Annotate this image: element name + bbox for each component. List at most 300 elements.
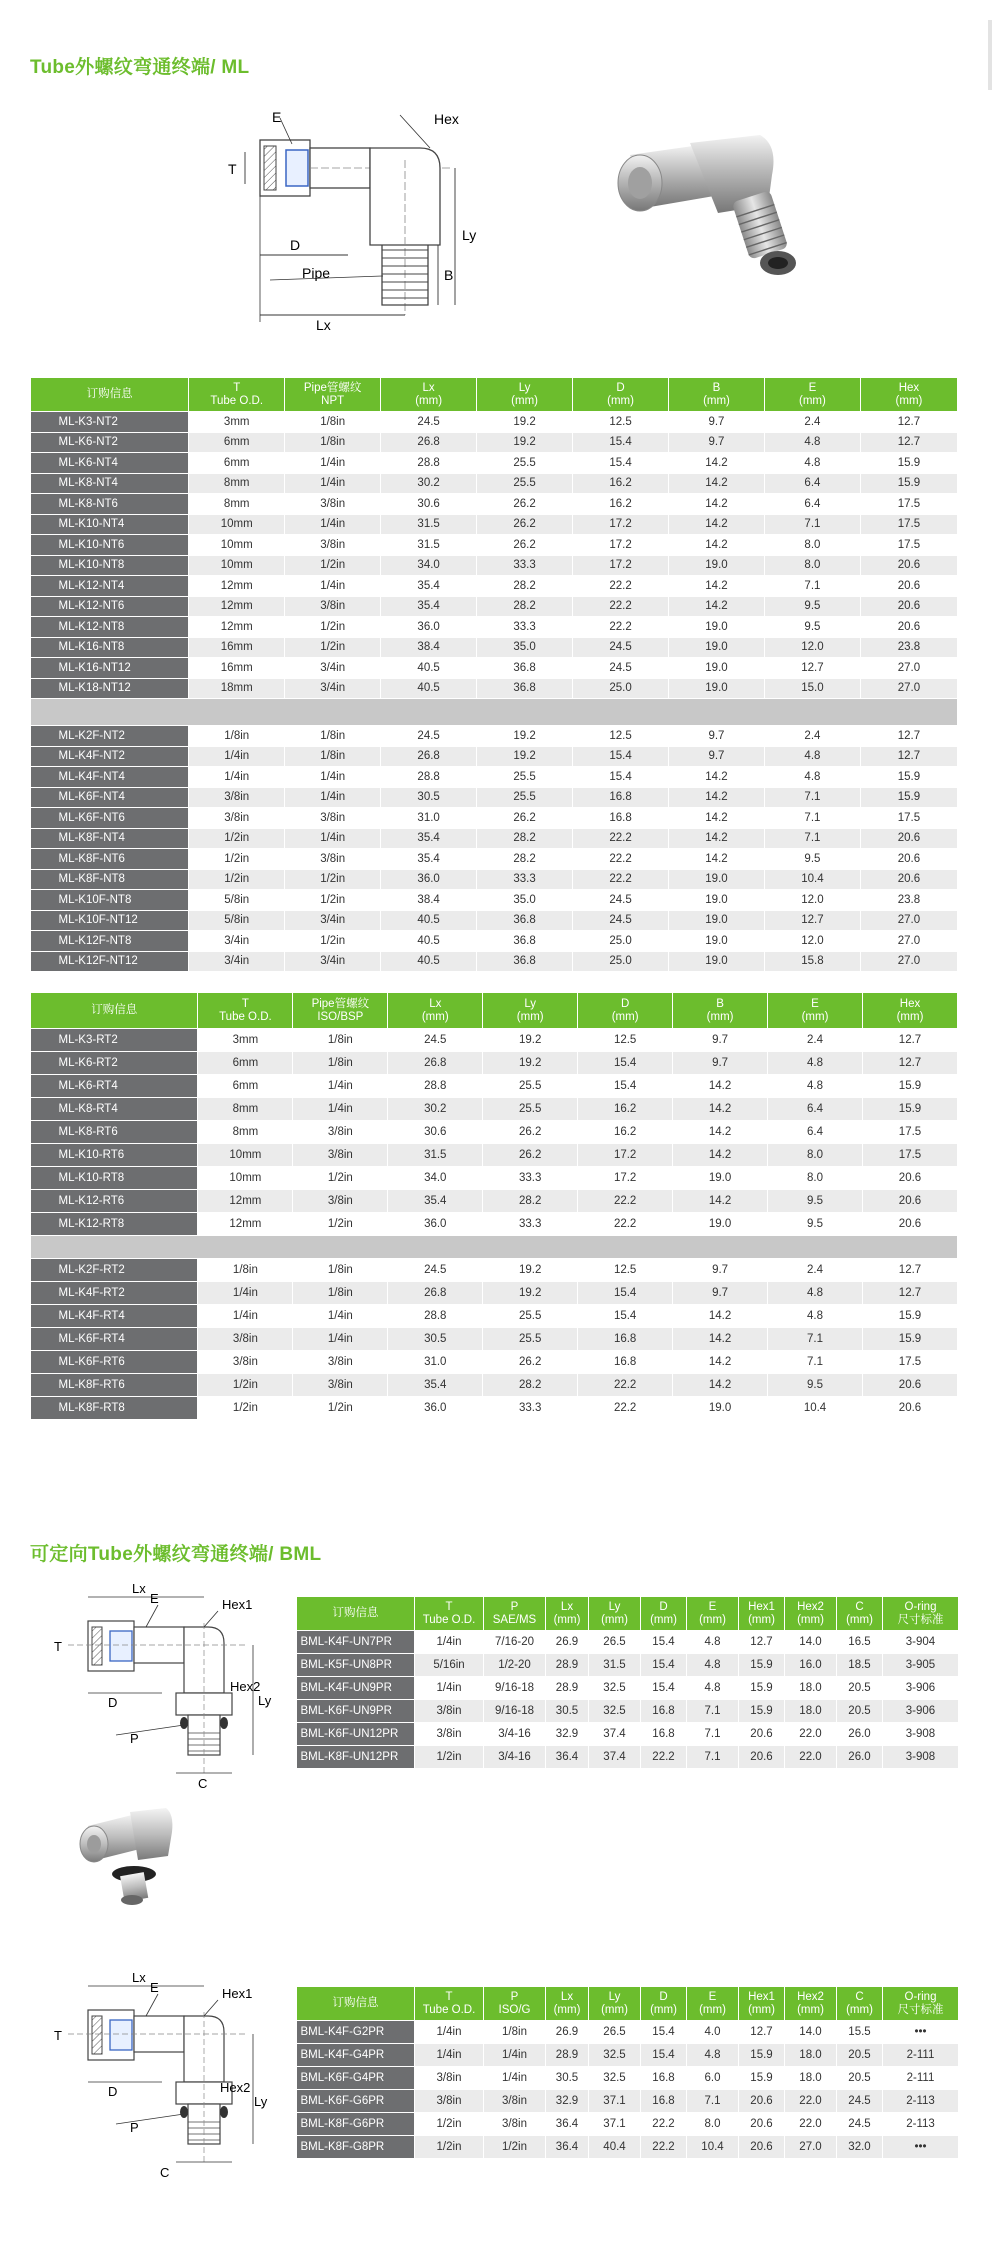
spec-cell: 15.9 <box>862 1328 957 1351</box>
column-header-unit: (mm) <box>895 394 923 407</box>
spec-cell: 37.4 <box>589 1723 641 1746</box>
spec-cell: 17.5 <box>860 514 957 535</box>
spec-cell: 3/8in <box>198 1328 293 1351</box>
bml1-label-t: T <box>54 1639 62 1654</box>
spec-cell: 1/4in <box>415 1631 484 1654</box>
spec-cell: 19.0 <box>673 1397 768 1420</box>
table-row <box>31 1305 958 1328</box>
spec-cell: 28.8 <box>388 1305 483 1328</box>
column-header-title: Ly <box>608 1990 621 2003</box>
label-t: T <box>228 161 237 177</box>
spec-cell: 16.8 <box>641 1723 687 1746</box>
table-row <box>31 1328 958 1351</box>
spec-cell: 15.9 <box>739 1654 785 1677</box>
bml2-label-lx: Lx <box>132 1972 146 1985</box>
spec-cell: 14.2 <box>669 514 765 535</box>
table-row <box>31 1144 958 1167</box>
spec-cell: 16.8 <box>578 1351 673 1374</box>
table-row <box>31 910 958 931</box>
column-header <box>883 1597 959 1631</box>
spec-cell: 2-113 <box>883 2113 959 2136</box>
spec-cell: 20.6 <box>860 849 957 870</box>
spec-cell: 15.4 <box>578 1282 673 1305</box>
spec-cell: 24.5 <box>573 658 669 679</box>
spec-cell: 30.2 <box>381 473 477 494</box>
spec-cell: 7.1 <box>764 828 860 849</box>
group-separator <box>31 699 958 726</box>
column-header-unit: (mm) <box>699 1613 726 1626</box>
spec-cell: 27.0 <box>860 951 957 972</box>
part-number-cell: ML-K4F-NT2 <box>31 746 189 767</box>
column-header-title: D <box>616 381 625 394</box>
column-header-unit: ISO/BSP <box>317 1010 364 1023</box>
bml2-label-hex1: Hex1 <box>222 1986 253 2001</box>
column-header-title: T <box>241 997 249 1010</box>
column-header-unit: Tube O.D. <box>219 1010 272 1023</box>
spec-cell: 1/4in <box>198 1282 293 1305</box>
spec-cell: 1/4in <box>293 1098 388 1121</box>
column-header <box>189 378 285 412</box>
spec-cell: 14.2 <box>669 849 765 870</box>
spec-cell: 12.7 <box>862 1259 957 1282</box>
part-number-cell: ML-K2F-NT2 <box>31 726 189 747</box>
column-header-title: Pipe管螺纹 <box>303 381 362 394</box>
spec-cell: 19.0 <box>669 910 765 931</box>
spec-cell: 19.0 <box>673 1167 768 1190</box>
spec-cell: 16.8 <box>641 2067 687 2090</box>
spec-cell: 31.5 <box>381 535 477 556</box>
spec-cell: 20.6 <box>862 1213 957 1236</box>
spec-cell: 7.1 <box>764 787 860 808</box>
column-header-title: P <box>510 1600 519 1613</box>
table-row <box>31 1374 958 1397</box>
spec-cell: 37.1 <box>589 2090 641 2113</box>
spec-cell: 1/8in <box>285 746 381 767</box>
spec-cell: 40.5 <box>381 910 477 931</box>
table-un-header <box>297 1597 959 1631</box>
spec-cell: 20.5 <box>837 2067 883 2090</box>
spec-cell: 22.2 <box>578 1190 673 1213</box>
spec-cell: 19.0 <box>669 637 765 658</box>
spec-cell: 36.4 <box>546 2113 589 2136</box>
part-number-cell: ML-K12F-NT12 <box>31 951 189 972</box>
spec-cell: 25.0 <box>573 951 669 972</box>
spec-cell: 8.0 <box>764 555 860 576</box>
spec-cell: 20.6 <box>860 555 957 576</box>
spec-cell: 3/8in <box>198 1351 293 1374</box>
spec-cell: 1/4in <box>285 453 381 474</box>
spec-cell: 22.2 <box>573 617 669 638</box>
column-header-unit: (mm) <box>699 2003 726 2016</box>
column-header <box>641 1597 687 1631</box>
spec-cell: 4.8 <box>768 1075 863 1098</box>
spec-cell: 1/4in <box>293 1075 388 1098</box>
column-header <box>285 378 381 412</box>
spec-cell: 9.7 <box>673 1029 768 1052</box>
spec-cell: 19.2 <box>477 432 573 453</box>
table-row <box>31 849 958 870</box>
spec-cell: 15.4 <box>578 1305 673 1328</box>
column-header-unit: 尺寸标准 <box>897 1613 944 1626</box>
spec-cell: 20.5 <box>837 2044 883 2067</box>
column-header <box>381 378 477 412</box>
table-row <box>297 2044 959 2067</box>
spec-cell: 25.0 <box>573 931 669 952</box>
spec-cell: 36.4 <box>546 2136 589 2159</box>
spec-cell: 22.2 <box>573 869 669 890</box>
spec-cell: 1/8in <box>285 432 381 453</box>
table-row <box>31 453 958 474</box>
part-number-cell: ML-K6-RT2 <box>31 1052 198 1075</box>
column-header-unit: Tube O.D. <box>422 2003 476 2016</box>
spec-cell: 5/8in <box>189 910 285 931</box>
spec-cell: 12.0 <box>764 637 860 658</box>
spec-cell: 20.6 <box>739 2113 785 2136</box>
spec-cell: 3/8in <box>415 2067 484 2090</box>
column-header <box>589 1987 641 2021</box>
spec-cell: 20.6 <box>860 828 957 849</box>
spec-cell: 1/2in <box>285 555 381 576</box>
part-number-cell: BML-K4F-G4PR <box>297 2044 415 2067</box>
spec-cell: 14.2 <box>669 535 765 556</box>
column-header-title: Ly <box>608 1600 621 1613</box>
spec-cell: 26.0 <box>837 1723 883 1746</box>
column-header <box>484 1987 546 2021</box>
spec-cell: 14.2 <box>673 1075 768 1098</box>
spec-cell: 20.6 <box>739 2136 785 2159</box>
column-header <box>31 378 189 412</box>
column-header-unit: (mm) <box>553 1613 581 1626</box>
spec-cell: 1/4in <box>484 2044 546 2067</box>
spec-cell: 17.5 <box>860 808 957 829</box>
spec-cell: 10mm <box>198 1144 293 1167</box>
spec-cell: 12.7 <box>764 658 860 679</box>
spec-cell: 14.2 <box>669 473 765 494</box>
spec-cell: 37.1 <box>589 2113 641 2136</box>
spec-cell: 16.5 <box>837 1631 883 1654</box>
spec-cell: 1/8in <box>285 726 381 747</box>
part-number-cell: ML-K8-NT6 <box>31 494 189 515</box>
spec-cell: 22.2 <box>578 1213 673 1236</box>
spec-cell: 28.9 <box>546 2044 589 2067</box>
spec-cell: 4.8 <box>768 1052 863 1075</box>
spec-cell: 2-113 <box>883 2090 959 2113</box>
spec-cell: 23.8 <box>860 637 957 658</box>
label-b: B <box>444 267 454 283</box>
spec-cell: 30.6 <box>381 494 477 515</box>
spec-cell: 9.7 <box>669 412 765 433</box>
spec-cell: 14.2 <box>673 1374 768 1397</box>
spec-cell: 35.4 <box>381 576 477 597</box>
spec-cell: 16.0 <box>785 1654 837 1677</box>
label-ly: Ly <box>462 227 477 243</box>
spec-cell: 15.9 <box>860 473 957 494</box>
spec-cell: ••• <box>883 2021 959 2044</box>
spec-cell: 16.2 <box>578 1121 673 1144</box>
bml-product-photo <box>70 1800 190 1910</box>
spec-cell: 28.9 <box>546 1677 589 1700</box>
spec-cell: 24.5 <box>573 637 669 658</box>
spec-cell: 9.5 <box>768 1190 863 1213</box>
spec-cell: 14.2 <box>669 808 765 829</box>
part-number-cell: ML-K3-RT2 <box>31 1029 198 1052</box>
spec-cell: 24.5 <box>573 910 669 931</box>
column-header-title: T <box>445 1600 453 1613</box>
label-e: E <box>272 109 282 125</box>
spec-cell: 3-904 <box>883 1631 959 1654</box>
spec-cell: 34.0 <box>381 555 477 576</box>
spec-cell: 28.2 <box>477 828 573 849</box>
spec-cell: 12.0 <box>764 931 860 952</box>
spec-cell: 1/8in <box>484 2021 546 2044</box>
spec-cell: 12.7 <box>860 432 957 453</box>
ml-product-photo <box>590 135 830 295</box>
part-number-cell: ML-K4F-RT4 <box>31 1305 198 1328</box>
scroll-indicator <box>988 20 992 90</box>
spec-cell: 20.6 <box>862 1167 957 1190</box>
table-row <box>31 1098 958 1121</box>
spec-cell: 4.8 <box>768 1305 863 1328</box>
column-header-title: Pipe管螺纹 <box>311 997 370 1010</box>
spec-cell: 3/4in <box>285 910 381 931</box>
spec-cell: 3/8in <box>293 1144 388 1167</box>
spec-cell: 14.2 <box>669 828 765 849</box>
spec-cell: 24.5 <box>837 2090 883 2113</box>
column-header <box>293 993 388 1029</box>
spec-cell: 15.4 <box>573 746 669 767</box>
column-header-unit: (mm) <box>797 2003 824 2016</box>
spec-cell: 1/2in <box>285 617 381 638</box>
spec-cell: 20.5 <box>837 1700 883 1723</box>
part-number-cell: BML-K8F-UN12PR <box>297 1746 415 1769</box>
column-header-title: Lx <box>422 381 435 394</box>
column-header-title: P <box>510 1990 519 2003</box>
spec-cell: 32.5 <box>589 1700 641 1723</box>
column-header <box>31 993 198 1029</box>
part-number-cell: ML-K8-RT4 <box>31 1098 198 1121</box>
spec-cell: 1/2in <box>293 1167 388 1190</box>
spec-cell: 1/2in <box>285 869 381 890</box>
label-d: D <box>290 237 301 253</box>
column-header <box>768 993 863 1029</box>
spec-cell: 15.9 <box>860 767 957 788</box>
table-row <box>31 432 958 453</box>
spec-cell: 3/4in <box>285 678 381 699</box>
bml2-label-t: T <box>54 2028 62 2043</box>
table-row <box>31 473 958 494</box>
spec-cell: 2.4 <box>764 412 860 433</box>
spec-cell: 16.8 <box>573 808 669 829</box>
column-header-title: E <box>708 1600 717 1613</box>
spec-cell: 14.0 <box>785 2021 837 2044</box>
spec-cell: 10mm <box>189 555 285 576</box>
spec-cell: 26.5 <box>589 1631 641 1654</box>
spec-cell: 14.2 <box>669 596 765 617</box>
part-number-cell: ML-K12-NT8 <box>31 617 189 638</box>
spec-cell: 26.8 <box>381 432 477 453</box>
spec-cell: 18mm <box>189 678 285 699</box>
spec-cell: 1/8in <box>293 1052 388 1075</box>
spec-cell: 19.0 <box>669 678 765 699</box>
column-header-unit: (mm) <box>703 394 730 407</box>
spec-cell: 15.4 <box>578 1052 673 1075</box>
column-header-unit: (mm) <box>748 2003 775 2016</box>
spec-cell: 7.1 <box>764 514 860 535</box>
spec-cell: 26.2 <box>483 1144 578 1167</box>
column-header-title: Hex2 <box>797 1990 824 2003</box>
spec-cell: 15.9 <box>739 1677 785 1700</box>
table-row <box>31 1121 958 1144</box>
part-number-cell: ML-K6-RT4 <box>31 1075 198 1098</box>
spec-cell: 25.0 <box>573 678 669 699</box>
column-header-title: C <box>855 1600 864 1613</box>
spec-cell: 3/8in <box>293 1190 388 1213</box>
table-row <box>297 1631 959 1654</box>
column-header <box>785 1597 837 1631</box>
bml1-label-ly: Ly <box>258 1693 272 1708</box>
spec-cell: 3-908 <box>883 1746 959 1769</box>
table-row <box>31 678 958 699</box>
spec-cell: 3/8in <box>293 1351 388 1374</box>
column-header-unit: ISO/G <box>498 2003 531 2016</box>
spec-cell: 20.6 <box>862 1374 957 1397</box>
spec-cell: 12.7 <box>860 746 957 767</box>
spec-cell: 9.7 <box>673 1282 768 1305</box>
spec-cell: 24.5 <box>381 412 477 433</box>
column-header-unit: (mm) <box>601 1613 628 1626</box>
spec-cell: 26.2 <box>483 1351 578 1374</box>
spec-cell: 1/4in <box>285 787 381 808</box>
spec-cell: 8.0 <box>764 535 860 556</box>
column-header-title: Hex <box>898 381 920 394</box>
part-number-cell: ML-K6F-NT6 <box>31 808 189 829</box>
spec-cell: 6mm <box>189 432 285 453</box>
column-header <box>837 1597 883 1631</box>
bml1-label-hex2: Hex2 <box>230 1679 261 1694</box>
spec-cell: 26.9 <box>546 1631 589 1654</box>
spec-cell: 17.2 <box>573 535 669 556</box>
spec-cell: 9.5 <box>764 617 860 638</box>
column-header-unit: SAE/MS <box>492 1613 537 1626</box>
spec-cell: 28.8 <box>388 1075 483 1098</box>
column-header <box>785 1987 837 2021</box>
column-header-title: O-ring <box>904 1600 937 1613</box>
column-header-unit: (mm) <box>415 394 443 407</box>
spec-cell: 1/8in <box>285 412 381 433</box>
column-header-unit: (mm) <box>511 394 538 407</box>
spec-cell: 6.4 <box>768 1121 863 1144</box>
table-row <box>31 828 958 849</box>
spec-cell: 19.0 <box>669 555 765 576</box>
table-row <box>297 2021 959 2044</box>
spec-cell: 17.2 <box>578 1167 673 1190</box>
table-npt-header <box>31 378 958 412</box>
part-number-cell: ML-K8F-NT6 <box>31 849 189 870</box>
spec-cell: 15.4 <box>573 432 669 453</box>
spec-cell: 1/8in <box>293 1282 388 1305</box>
table-row <box>31 1259 958 1282</box>
spec-cell: 10.4 <box>687 2136 739 2159</box>
spec-cell: 1/4in <box>189 746 285 767</box>
column-header-title: Hex <box>899 997 921 1010</box>
table-row <box>31 951 958 972</box>
spec-cell: 12.7 <box>862 1052 957 1075</box>
spec-cell: 24.5 <box>837 2113 883 2136</box>
table-npt-body <box>31 412 958 972</box>
column-header-title: Lx <box>560 1600 574 1613</box>
spec-cell: 36.0 <box>388 1397 483 1420</box>
spec-cell: 28.9 <box>546 1654 589 1677</box>
column-header-unit: (mm) <box>421 1010 449 1023</box>
column-header-title: O-ring <box>904 1990 937 2003</box>
part-number-cell: ML-K12-RT8 <box>31 1213 198 1236</box>
spec-cell: 20.6 <box>739 1723 785 1746</box>
column-header-title: Hex1 <box>748 1990 775 2003</box>
table-row <box>297 2067 959 2090</box>
spec-cell: 18.0 <box>785 2067 837 2090</box>
column-header-unit: (mm) <box>601 2003 628 2016</box>
spec-cell: 19.2 <box>483 1052 578 1075</box>
spec-cell: 36.8 <box>477 678 573 699</box>
spec-cell: 18.0 <box>785 1677 837 1700</box>
spec-cell: 17.2 <box>578 1144 673 1167</box>
part-number-cell: ML-K6F-RT4 <box>31 1328 198 1351</box>
spec-cell: 12.7 <box>860 412 957 433</box>
column-header-unit: (mm) <box>799 394 826 407</box>
spec-cell: 1/4in <box>285 473 381 494</box>
spec-cell: 18.0 <box>785 2044 837 2067</box>
spec-cell: 16mm <box>189 658 285 679</box>
spec-cell: 17.5 <box>862 1351 957 1374</box>
spec-cell: 12mm <box>189 617 285 638</box>
table-row <box>31 767 958 788</box>
bml2-label-e: E <box>150 1980 159 1995</box>
column-header-title: D <box>659 1600 668 1613</box>
spec-cell: 27.0 <box>785 2136 837 2159</box>
part-number-cell: ML-K10-NT4 <box>31 514 189 535</box>
spec-cell: 3/4-16 <box>484 1746 546 1769</box>
spec-cell: 1/2in <box>285 637 381 658</box>
spec-cell: 20.6 <box>862 1190 957 1213</box>
spec-cell: 1/2in <box>189 869 285 890</box>
spec-cell: 20.6 <box>862 1397 957 1420</box>
table-row <box>31 931 958 952</box>
spec-cell: 1/2in <box>285 890 381 911</box>
column-header <box>837 1987 883 2021</box>
spec-cell: 31.5 <box>388 1144 483 1167</box>
spec-cell: 35.0 <box>477 890 573 911</box>
column-header-title: T <box>233 381 241 394</box>
spec-cell: 3/4in <box>189 931 285 952</box>
spec-cell: 15.9 <box>862 1098 957 1121</box>
spec-cell: 17.5 <box>862 1121 957 1144</box>
spec-cell: 12.7 <box>739 2021 785 2044</box>
spec-cell: 34.0 <box>388 1167 483 1190</box>
section-title-bml: 可定向Tube外螺纹弯通终端/ BML <box>30 1544 322 1565</box>
spec-cell: 22.2 <box>573 828 669 849</box>
spec-cell: 10mm <box>189 514 285 535</box>
column-header-unit: (mm) <box>706 1010 734 1023</box>
part-number-cell: ML-K2F-RT2 <box>31 1259 198 1282</box>
spec-cell: 20.6 <box>860 617 957 638</box>
spec-cell: 2.4 <box>768 1029 863 1052</box>
spec-cell: 22.2 <box>573 576 669 597</box>
spec-cell: 1/2in <box>484 2136 546 2159</box>
spec-cell: 19.0 <box>673 1213 768 1236</box>
spec-cell: 35.4 <box>381 596 477 617</box>
spec-cell: 32.5 <box>589 2044 641 2067</box>
spec-cell: 36.0 <box>381 869 477 890</box>
